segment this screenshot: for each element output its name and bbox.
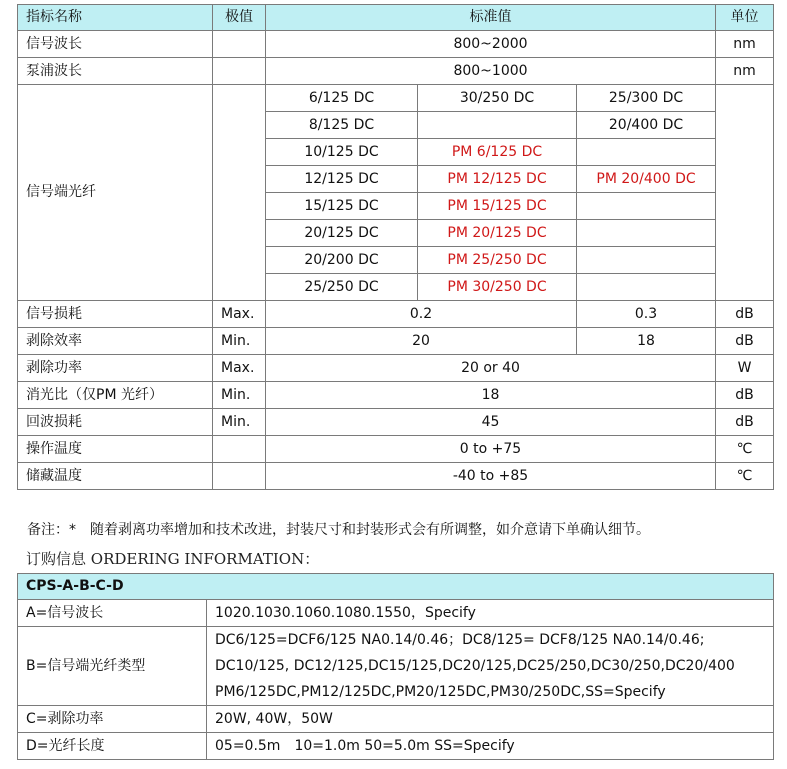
fiber-cell	[577, 139, 716, 166]
pump-wavelength-value: 800~1000	[266, 58, 716, 85]
signal-wavelength-unit: nm	[716, 31, 774, 58]
fiber-cell: 6/125 DC	[266, 85, 418, 112]
ordering-code: CPS-A-B-C-D	[18, 574, 774, 600]
operating-temp-value: 0 to +75	[266, 436, 716, 463]
extinction-ratio-label: 消光比（仅PM 光纤）	[18, 382, 213, 409]
fiber-cell	[418, 112, 577, 139]
fiber-cell-pm: PM 12/125 DC	[418, 166, 577, 193]
note-text: 备注：* 随着剥离功率增加和技术改进，封装尺寸和封装形式会有所调整，如介意请下单确认细节。	[27, 522, 650, 538]
strip-efficiency-limit: Min.	[213, 328, 266, 355]
pump-wavelength-unit: nm	[716, 58, 774, 85]
ordering-value: 05=0.5m 10=1.0m 50=5.0m SS=Specify	[207, 733, 774, 760]
ordering-key: A=信号波长	[18, 600, 207, 627]
spec-header-row	[18, 5, 774, 31]
signal-wavelength-value: 800~2000	[266, 31, 716, 58]
fiber-cell	[577, 220, 716, 247]
fiber-cell: 20/200 DC	[266, 247, 418, 274]
spec-table	[17, 4, 774, 490]
signal-loss-value-b: 0.3	[577, 301, 716, 328]
fiber-cell-pm: PM 30/250 DC	[418, 274, 577, 301]
strip-efficiency-value-a: 20	[266, 328, 577, 355]
ordering-row-b	[18, 627, 774, 706]
signal-wavelength-label: 信号波长	[18, 31, 213, 58]
ordering-key: B=信号端光纤类型	[18, 627, 207, 706]
fiber-cell: 25/300 DC	[577, 85, 716, 112]
strip-efficiency-value-b: 18	[577, 328, 716, 355]
strip-power-value: 20 or 40	[266, 355, 716, 382]
fiber-cell: 25/250 DC	[266, 274, 418, 301]
pump-wavelength-label: 泵浦波长	[18, 58, 213, 85]
row-signal-loss	[18, 301, 774, 328]
row-pump-wavelength	[18, 58, 774, 85]
signal-loss-limit: Max.	[213, 301, 266, 328]
fiber-cell	[577, 274, 716, 301]
storage-temp-limit	[213, 463, 266, 490]
extinction-ratio-unit: dB	[716, 382, 774, 409]
return-loss-value: 45	[266, 409, 716, 436]
header-limit: 极值	[213, 5, 266, 31]
ordering-row-a	[18, 600, 774, 627]
fiber-cell: 20/125 DC	[266, 220, 418, 247]
fiber-cell-pm: PM 20/125 DC	[418, 220, 577, 247]
signal-wavelength-limit	[213, 31, 266, 58]
ordering-table	[17, 573, 774, 760]
ordering-row-d	[18, 733, 774, 760]
strip-efficiency-unit: dB	[716, 328, 774, 355]
signal-loss-value-a: 0.2	[266, 301, 577, 328]
strip-power-label: 剥除功率	[18, 355, 213, 382]
ordering-value-multiline	[207, 627, 774, 706]
strip-power-limit: Max.	[213, 355, 266, 382]
signal-loss-label: 信号损耗	[18, 301, 213, 328]
extinction-ratio-value: 18	[266, 382, 716, 409]
signal-fiber-unit	[716, 85, 774, 301]
header-standard: 标准值	[266, 5, 716, 31]
fiber-cell: 8/125 DC	[266, 112, 418, 139]
operating-temp-limit	[213, 436, 266, 463]
fiber-cell	[577, 247, 716, 274]
row-strip-efficiency	[18, 328, 774, 355]
row-storage-temp	[18, 463, 774, 490]
fiber-cell: 20/400 DC	[577, 112, 716, 139]
fiber-cell: 12/125 DC	[266, 166, 418, 193]
fiber-cell	[577, 193, 716, 220]
ordering-key: C=剥除功率	[18, 706, 207, 733]
signal-loss-unit: dB	[716, 301, 774, 328]
ordering-value-line: DC10/125, DC12/125,DC15/125,DC20/125,DC25/250,DC30/250,DC20/400	[215, 658, 735, 674]
storage-temp-value: -40 to +85	[266, 463, 716, 490]
fiber-cell: 15/125 DC	[266, 193, 418, 220]
fiber-cell-pm: PM 15/125 DC	[418, 193, 577, 220]
return-loss-label: 回波损耗	[18, 409, 213, 436]
ordering-code-row	[18, 574, 774, 600]
ordering-value-line: DC6/125=DCF6/125 NA0.14/0.46；DC8/125= DCF8/125 NA0.14/0.46;	[215, 632, 705, 648]
storage-temp-unit: ℃	[716, 463, 774, 490]
storage-temp-label: 储藏温度	[18, 463, 213, 490]
fiber-cell-pm: PM 25/250 DC	[418, 247, 577, 274]
ordering-value-line: PM6/125DC,PM12/125DC,PM20/125DC,PM30/250DC,SS=Specify	[215, 684, 666, 700]
signal-fiber-limit	[213, 85, 266, 301]
ordering-title: 订购信息 ORDERING INFORMATION：	[26, 550, 320, 568]
row-extinction-ratio	[18, 382, 774, 409]
fiber-cell: 10/125 DC	[266, 139, 418, 166]
ordering-value: 20W, 40W，50W	[207, 706, 774, 733]
extinction-ratio-limit: Min.	[213, 382, 266, 409]
fiber-cell-pm: PM 20/400 DC	[577, 166, 716, 193]
row-operating-temp	[18, 436, 774, 463]
ordering-key: D=光纤长度	[18, 733, 207, 760]
row-return-loss	[18, 409, 774, 436]
ordering-row-c	[18, 706, 774, 733]
return-loss-limit: Min.	[213, 409, 266, 436]
ordering-value: 1020.1030.1060.1080.1550，Specify	[207, 600, 774, 627]
row-fiber-0	[18, 85, 774, 112]
header-unit: 单位	[716, 5, 774, 31]
fiber-cell: 30/250 DC	[418, 85, 577, 112]
row-signal-wavelength	[18, 31, 774, 58]
fiber-cell-pm: PM 6/125 DC	[418, 139, 577, 166]
return-loss-unit: dB	[716, 409, 774, 436]
operating-temp-label: 操作温度	[18, 436, 213, 463]
row-strip-power	[18, 355, 774, 382]
strip-power-unit: W	[716, 355, 774, 382]
operating-temp-unit: ℃	[716, 436, 774, 463]
pump-wavelength-limit	[213, 58, 266, 85]
signal-fiber-label: 信号端光纤	[18, 85, 213, 301]
strip-efficiency-label: 剥除效率	[18, 328, 213, 355]
header-name: 指标名称	[18, 5, 213, 31]
